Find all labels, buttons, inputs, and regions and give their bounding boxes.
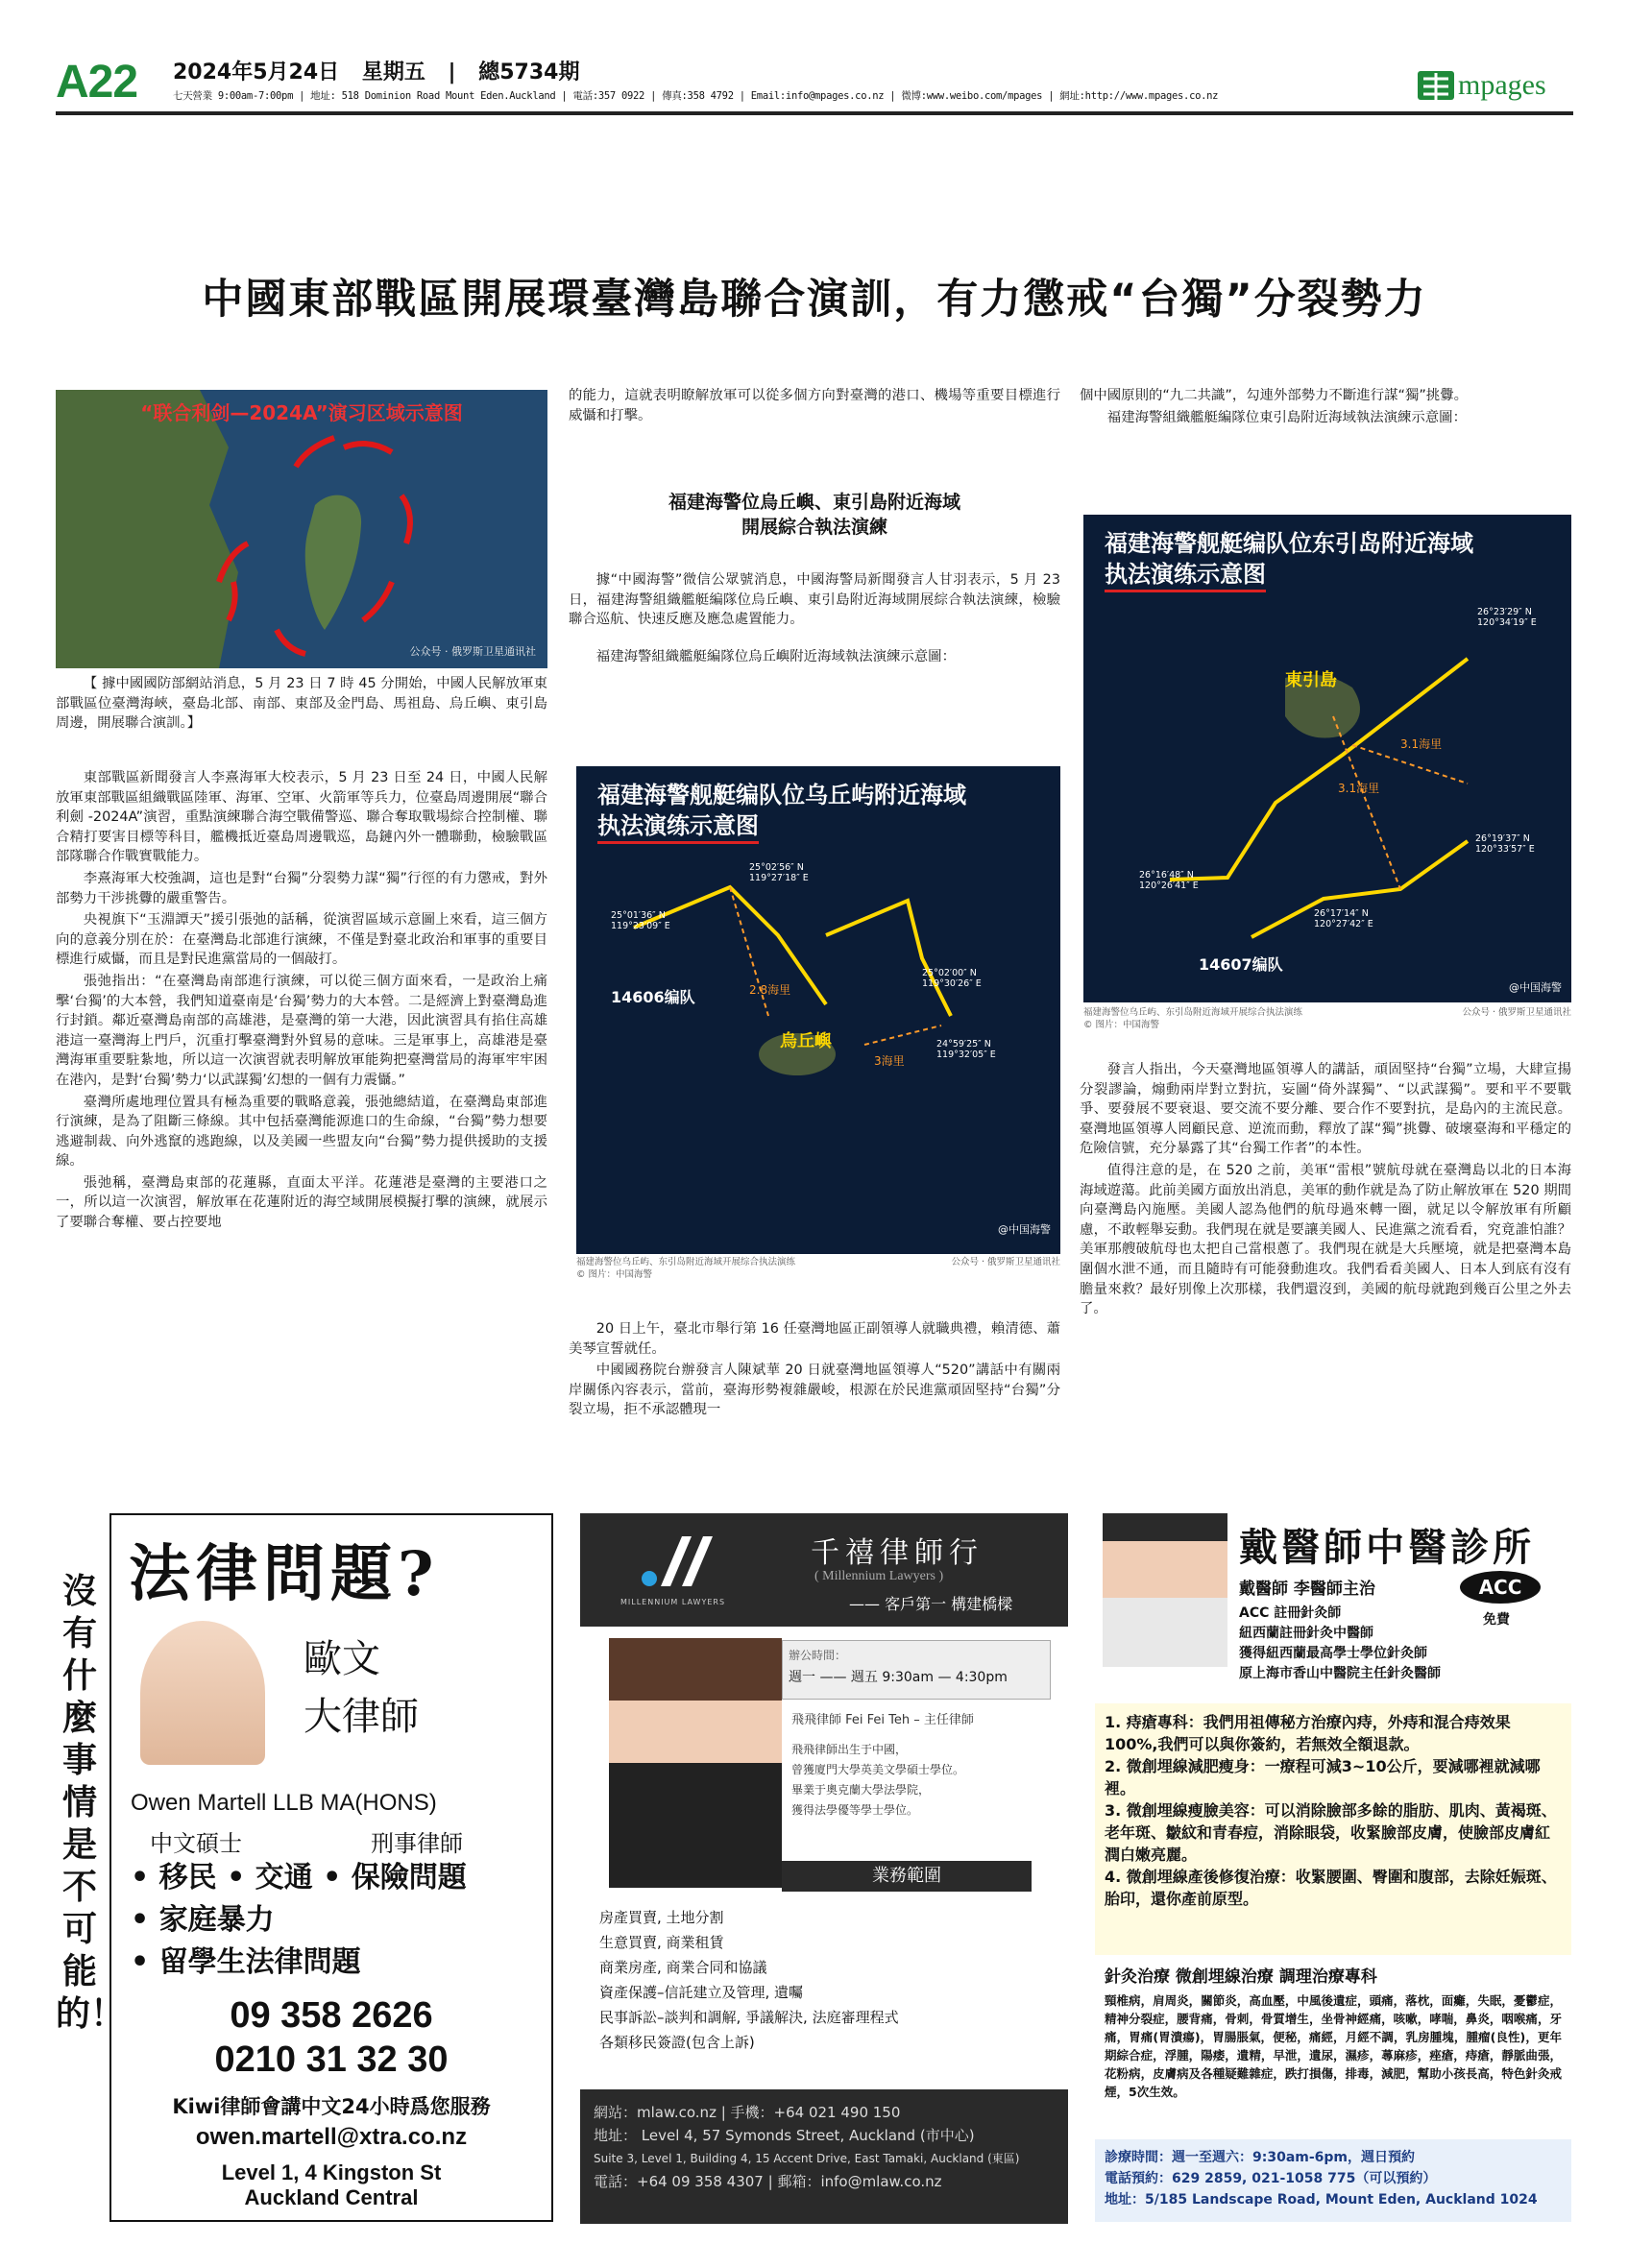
treatment-item: 1. 痔瘡專科：我們用祖傳秘方治療內痔，外痔和混合痔效果100%,我們可以與你簽約，若無效全額退款。: [1105, 1713, 1511, 1753]
ad3-credentials: [1239, 1604, 1441, 1684]
issue-date-line: [173, 56, 579, 85]
paragraph: 值得注意的是，在 520 之前，美軍“雷根”號航母就在臺灣島以北的日本海海域遊蕩。此前美國方面放出消息，美軍的動作就是為了防止解放軍在 520 期間向臺灣島內施壓。美國人認為他們的航母過來轉一圈，就足以令解放軍有所顧慮，不敢輕舉妄動。我們現在就是要讓美國人、民進黨之流看看，究竟誰怕誰？美軍那艘破航母也太把自己當根蔥了。我們現在就是大兵壓境，就是把臺灣本島圍個水泄不通，而且隨時有可能發動進攻。我們看看美國人、日本人到底有沒有膽量來救？最好別像上次那樣，我們還沒到，美國的航母就跑到幾百公里之外去了。: [1080, 1162, 1571, 1317]
dongyin-map: [1083, 515, 1571, 1002]
map2-title-line: 执法演练示意图: [597, 810, 759, 844]
address-line: Level 1, 4 Kingston St: [221, 2160, 442, 2184]
map2-coord: 25°02′00″ N 119°30′26″ E: [922, 968, 982, 989]
map3-watermark: 公众号 · 俄罗斯卫星通讯社: [1462, 1007, 1571, 1018]
scope-item: 各類移民簽證(包含上訴): [599, 2034, 755, 2051]
ad2-addr2: Suite 3, Level 1, Building 4, 15 Accent Drive, East Tamaki, Auckland (東區): [594, 2152, 1020, 2165]
lawyer-photo-feifei: [609, 1638, 782, 1888]
credential: 紐西蘭註冊針灸中醫師: [1239, 1626, 1373, 1641]
ad2-firm: 千禧律師行: [811, 1536, 984, 1570]
credential: 獲得紐西蘭最高學士學位針灸師: [1239, 1646, 1427, 1661]
scope-item: 商業房產, 商業合同和協議: [599, 1959, 767, 1976]
bio-line: 飛飛律師出生于中國，: [791, 1743, 908, 1756]
map3-fleet: 14607编队: [1199, 955, 1283, 974]
ad2-addr1: 地址： Level 4, 57 Symonds Street, Auckland (市中心): [594, 2127, 975, 2144]
logo-subtext: MILLENNIUM LAWYERS: [620, 1598, 726, 1606]
ad3-doctors: 戴醫師 李醫師主治: [1239, 1580, 1375, 1599]
ad2-slogan: —— 客戶第一 構建橋樑: [849, 1595, 1013, 1613]
map3-title: [1105, 528, 1473, 592]
map3-caption-block: [1083, 1006, 1571, 1031]
ad2-footer: [580, 2089, 1068, 2224]
ad1-email[interactable]: owen.martell@xtra.co.nz: [195, 2124, 468, 2150]
map1-watermark: 公众号 · 俄罗斯卫星通讯社: [409, 645, 536, 658]
scope-item: 資產保護–信託建立及管理, 遺囑: [599, 1984, 804, 2001]
subheading: [569, 490, 1060, 540]
service-item: • 移民 • 交通 • 保險問題: [131, 1861, 467, 1894]
ad3-addr: 地址：5/185 Landscape Road, Mount Eden, Auckland 1024: [1105, 2192, 1538, 2208]
map3-coord: 26°23′29″ N 120°34′19″ E: [1477, 607, 1537, 628]
column-3-top: [1080, 386, 1571, 429]
lawyer-photo: [140, 1621, 265, 1765]
map2-title-line: 福建海警舰艇编队位乌丘屿附近海域: [597, 782, 966, 808]
logo-text: mpages: [1458, 69, 1546, 101]
issue-date: 2024年5月24日: [173, 60, 340, 84]
ad1-address: [111, 2160, 551, 2210]
ad3-tel[interactable]: 電話預約：629 2859, 021-1058 775（可以預約）: [1105, 2171, 1437, 2186]
ad-owen-martell: [56, 1513, 555, 2224]
map2-distance: 2.8海里: [749, 983, 791, 997]
map2-title: [597, 780, 966, 844]
bio-line: 曾獲廈門大學英美文學碩士學位。: [791, 1763, 965, 1776]
paragraph: 央視旗下“玉淵譚天”援引張弛的話稱，從演習區域示意圖上來看，這三個方向的意義分別在於：在臺灣島北部進行演練，不僅是對臺北政治和軍事的重要目標進行威懾，而且是對民進黨當局的一個敲打。: [56, 912, 547, 968]
column-1: [56, 768, 547, 1235]
ad3-hours: 診療時間：週一至週六：9:30am-6pm，週日預約: [1105, 2150, 1416, 2165]
map3-title-line: 福建海警舰艇编队位东引岛附近海域: [1105, 530, 1473, 557]
wuqiu-map: [576, 766, 1060, 1254]
credential: ACC 註冊針灸師: [1239, 1605, 1342, 1621]
map2-coord: 25°02′56″ N 119°27′18″ E: [749, 862, 809, 883]
map2-island: 烏丘嶼: [780, 1031, 832, 1051]
ad1-phone1[interactable]: 09 358 2626: [230, 1995, 433, 2036]
map3-distance: 3.1海里: [1338, 782, 1380, 795]
paragraph: 福建海警組織艦艇編隊位東引島附近海域執法演練示意圖：: [1106, 409, 1467, 425]
paragraph: 張弛指出：“在臺灣島南部進行演練，可以從三個方面來看，一是政治上痛擊‘台獨’的大本營，我們知道臺南是‘台獨’勢力的大本營。二是經濟上對臺灣島進行封鎖。鄰近臺灣島南部的高雄港，是臺灣的第一大港，因此演習具有掐住高雄港這一臺灣海上門戶，沉重打擊臺灣對外貿易的意味。三是軍事上，高雄港是臺灣海軍重要駐紮地，所以這一次演習就表明解放軍能夠把臺灣當局的海軍牢牢困在港內，是對‘台獨’勢力‘以武謀獨’幻想的一個有力震懾。”: [56, 973, 547, 1088]
contact-info-line: 七天營業 9:00am-7:00pm | 地址: 518 Dominion Road Mount Eden.Auckland | 電話:357 0922 | 傳真:358 4792 | Email:info@mpages.co.nz | 微博:www.weibo.com/mpages | 網址:http://www.mpages.co.nz: [173, 90, 1219, 102]
map1-caption: [56, 674, 547, 736]
paragraph: 的能力，這就表明瞭解放軍可以從多個方向對臺灣的港口、機場等重要目標進行威懾和打擊。: [569, 388, 1060, 423]
map3-caption: 福建海警位乌丘屿、东引岛附近海域开展综合执法演练: [1083, 1007, 1303, 1018]
ad1-name-cn: [304, 1630, 419, 1746]
column-2-mid: [569, 570, 1060, 668]
ad3-subtitle: 針灸治療 微創埋線治療 調理治療專科: [1105, 1967, 1377, 1987]
map3-photo-credit: © 图片：中国海警: [1083, 1020, 1160, 1030]
bio-line: 獲得法學優等學士學位。: [791, 1803, 919, 1817]
ad1-side-slogan: 沒有什麼事情是不可能的！: [56, 1572, 126, 2034]
headline: 中國東部戰區開展環臺灣島聯合演訓，有力懲戒“台獨”分裂勢力: [202, 276, 1427, 324]
ad3-title: 戴醫師中醫診所: [1239, 1525, 1535, 1570]
doctor-photo: [1103, 1513, 1227, 1667]
map3-coord: 26°19′37″ N 120°33′57″ E: [1475, 833, 1535, 855]
credential: 原上海市香山中醫院主任針灸醫師: [1239, 1666, 1441, 1681]
hours-box: [782, 1640, 1051, 1700]
map2-coord: 25°01′36″ N 119°23′09″ E: [611, 910, 670, 931]
address-line: Auckland Central: [244, 2185, 419, 2209]
map3-title-line: 执法演练示意图: [1105, 559, 1266, 592]
map1-title: “联合利剑—2024A”演习区域示意图: [140, 401, 463, 424]
ad1-name-en: Owen Martell LLB MA(HONS): [131, 1790, 437, 1816]
acc-free: 免費: [1483, 1612, 1510, 1628]
exercise-map: [56, 390, 547, 668]
map2-caption-block: [576, 1256, 1060, 1281]
ad3-conditions: 頸椎病，肩周炎，關節炎，高血壓，中風後遺症，頭痛，落枕，面癱，失眠，憂鬱症，精神分裂症，腰背痛，骨刺，骨質增生，坐骨神經痛，咳嗽，哮喘，鼻炎，咽喉痛，牙痛，胃痛(胃潰瘍)，胃腸脹氣，便秘，痛經，月經不調，乳房腫塊，腫瘤(良性)，更年期綜合症，浮腫，陽痿，遺精，早泄，遺尿，濕疹，蕁麻疹，痤瘡，痔瘡，靜脈曲張，花粉病，皮膚病及各種疑難雜症，跌打損傷，排毒，減肥，幫助小孩長高，特色針灸戒煙，5次生效。: [1105, 1993, 1562, 2099]
ad1-title: 法律問題?: [129, 1538, 440, 1610]
map2-distance: 3海里: [874, 1054, 905, 1068]
column-2-bottom: [569, 1319, 1060, 1422]
bio-line: 畢業于奧克蘭大學法學院，: [791, 1783, 931, 1797]
paragraph: 張弛稱，臺灣島東部的花蓮縣，直面太平洋。花蓮港是臺灣的主要港口之一，所以這一次演習，解放軍在花蓮附近的海空域開展模擬打擊的演練，就展示了要聯合奪權、要占控要地: [56, 1174, 547, 1231]
millennium-logo: [640, 1532, 726, 1590]
subheading-line: 開展綜合執法演練: [741, 517, 887, 538]
ad2-tel[interactable]: 電話：+64 09 358 4307 | 郵箱：info@mlaw.co.nz: [594, 2173, 942, 2190]
ad1-services: [131, 1857, 467, 1984]
scope-item: 民事訴訟–談判和調解, 爭議解決, 法庭審理程式: [599, 2009, 899, 2026]
treatment-item: 4. 微創埋線產後修復治療：收緊腰圍、臀圍和腹部，去除妊娠斑、胎印，還你產前原型。: [1105, 1868, 1557, 1908]
paragraph: 中國國務院台辦發言人陳斌華 20 日就臺灣地區領導人“520”講話中有關兩岸關係內容表示，當前，臺海形勢複雜嚴峻，根源在於民進黨頑固堅持“台獨”分裂立場，拒不承認體現一: [569, 1363, 1060, 1418]
mpages-logo: [1416, 67, 1569, 106]
paragraph: 臺灣所處地理位置具有極為重要的戰略意義，張弛總結道，在臺灣島東部進行演練，是為了阻斷三條線。其中包括臺灣能源進口的生命線，“台獨”勢力想要逃避制裁、向外逃竄的逃跑線，以及美國一些盟友向“台獨”勢力提供援助的支援線。: [56, 1094, 547, 1170]
map3-island: 東引島: [1285, 670, 1337, 690]
caption-text: 【 據中國國防部網站消息，5 月 23 日 7 時 45 分開始，中國人民解放軍東部戰區位臺灣海峽，臺島北部、南部、東部及金門島、馬祖島、烏丘嶼、東引島周邊，開展聯合演訓。】: [56, 676, 547, 732]
acc-badge: ACC: [1460, 1571, 1541, 1604]
scope-item: 房產買賣, 土地分割: [599, 1909, 724, 1926]
paragraph: 個中國原則的“九二共識”，勾連外部勢力不斷進行謀“獨”挑釁。: [1080, 388, 1468, 403]
map2-coord: 24°59′25″ N 119°32′05″ E: [936, 1039, 996, 1060]
column-2-top: [569, 386, 1060, 427]
ad1-specialty: 刑事律師: [371, 1830, 463, 1857]
ad1-phone2[interactable]: 0210 31 32 30: [214, 2039, 449, 2080]
page-number: A22: [56, 57, 138, 108]
paragraph: 據“中國海警”微信公眾號消息，中國海警局新聞發言人甘羽表示，5 月 23 日，福建海警組織艦艇編隊位烏丘嶼、東引島附近海域開展綜合執法演練，檢驗聯合巡航、快速反應及應急處置能力。: [569, 572, 1060, 628]
name-line: 大律師: [304, 1695, 419, 1739]
ad2-firm-en: ( Millennium Lawyers ): [814, 1569, 944, 1583]
ad1-service-note: Kiwi律師會講中文24小時爲您服務: [172, 2095, 491, 2118]
map3-credit: @中国海警: [1509, 981, 1562, 994]
map2-credit: @中国海警: [998, 1223, 1051, 1236]
issue-number: 總5734期: [478, 60, 580, 84]
map3-coord: 26°17′14″ N 120°27′42″ E: [1314, 908, 1373, 929]
ad-millennium-lawyers: [580, 1513, 1068, 2224]
issue-weekday: 星期五: [361, 60, 425, 84]
map3-coord: 26°16′48″ N 120°26′41″ E: [1139, 870, 1199, 891]
scope-item: 生意買賣, 商業租賃: [599, 1934, 724, 1951]
treatment-box: [1095, 1703, 1571, 1955]
map2-watermark: 公众号 · 俄罗斯卫星通讯社: [951, 1257, 1060, 1267]
column-3-bottom: [1080, 1060, 1571, 1321]
paragraph: 福建海警組織艦艇編隊位烏丘嶼附近海域執法演練示意圖：: [595, 648, 956, 664]
ad2-bio: [791, 1740, 964, 1821]
service-item: • 家庭暴力: [131, 1903, 275, 1937]
hours-value: 週一 —— 週五 9:30am — 4:30pm: [789, 1670, 1008, 1685]
map3-distance: 3.1海里: [1400, 737, 1443, 751]
paragraph: 東部戰區新聞發言人李熹海軍大校表示，5 月 23 日至 24 日，中國人民解放軍東部戰區組織戰區陸軍、海軍、空軍、火箭軍等兵力，位臺島周邊開展“聯合利劍 -2024A”演習，重點演練聯合海空戰備警巡、聯合奪取戰場綜合控制權、聯合精打要害目標等科目，艦機抵近臺島周邊戰巡，島鏈內外一體聯動，檢驗戰區部隊聯合作戰實戰能力。: [56, 770, 547, 865]
ad2-web[interactable]: 網站：mlaw.co.nz | 手機：+64 021 490 150: [594, 2104, 901, 2121]
date-separator: |: [448, 60, 456, 84]
ad2-lawyer: 飛飛律師 Fei Fei Teh – 主任律師: [791, 1713, 974, 1727]
map2-photo-credit: © 图片：中国海警: [576, 1269, 653, 1280]
service-item: • 留學生法律問題: [131, 1945, 361, 1979]
treatment-item: 3. 微創埋線瘦臉美容：可以消除臉部多餘的脂肪、肌肉、黃褐斑、老年斑、皺紋和青春痘，消除眼袋，收緊臉部皮膚，使臉部皮膚紅潤白嫩亮麗。: [1105, 1801, 1557, 1864]
ad1-box: [109, 1513, 553, 2222]
scope-list: [599, 1905, 899, 2055]
hours-label: 辦公時間：: [789, 1649, 847, 1662]
ad-tcm-clinic: [1095, 1513, 1571, 2224]
treatment-item: 2. 微創埋線減肥瘦身：一療程可減3~10公斤，要減哪裡就減哪裡。: [1105, 1757, 1541, 1798]
scope-title: 業務範圍: [782, 1861, 1032, 1892]
header-rule: [56, 111, 1573, 115]
ad1-degree: 中文碩士: [150, 1830, 242, 1857]
map2-fleet: 14606编队: [611, 988, 695, 1006]
ad3-contact-box: [1095, 2139, 1571, 2222]
map2-caption: 福建海警位乌丘屿、东引岛附近海域开展综合执法演练: [576, 1257, 796, 1267]
paragraph: 20 日上午，臺北市舉行第 16 任臺灣地區正副領導人就職典禮，賴清德、蕭美琴宣誓就任。: [569, 1321, 1060, 1357]
paragraph: 李熹海軍大校強調，這也是對“台獨”分裂勢力謀“獨”行徑的有力懲戒，對外部勢力干涉挑釁的嚴重警告。: [56, 870, 547, 906]
paragraph: 發言人指出，今天臺灣地區領導人的講話，頑固堅持“台獨”立場，大肆宣揚分裂謬論，煽動兩岸對立對抗，妄圖“倚外謀獨”、“以武謀獨”。要和平不要戰爭、要發展不要衰退、要交流不要分離、要合作不要對抗，是島內的主流民意。臺灣地區領導人罔顧民意、逆流而動，釋放了謀“獨”挑釁、破壞臺海和平穩定的危險信號，充分暴露了其“台獨工作者”的本性。: [1080, 1062, 1571, 1157]
name-line: 歐文: [304, 1637, 380, 1681]
subheading-line: 福建海警位烏丘嶼、東引島附近海域: [668, 492, 960, 513]
